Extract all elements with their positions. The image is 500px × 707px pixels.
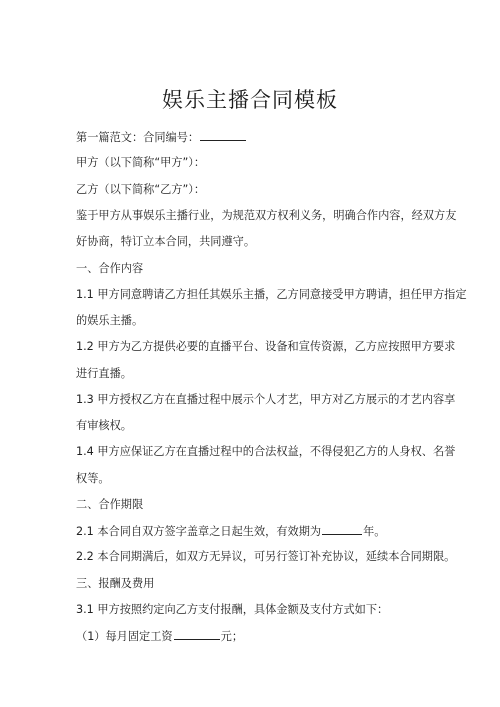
- clause-2-1-line: [76, 524, 436, 539]
- section-heading-3: 三、报酬及费用: [76, 577, 155, 590]
- clause-2-1-suffix: 年。: [363, 525, 386, 538]
- clause-1-1-line-2: 的娱乐主播。: [76, 314, 144, 327]
- clause-1-1-line-1: 1.1 甲方同意聘请乙方担任其娱乐主播，乙方同意接受甲方聘请，担任甲方指定: [76, 288, 467, 301]
- party-b-line: 乙方（以下简称“乙方”）：: [76, 183, 206, 196]
- clause-1-2-line-1: 1.2 甲方为乙方提供必要的直播平台、设备和宣传资源，乙方应按照甲方要求: [76, 340, 456, 353]
- clause-1-4-line-1: 1.4 甲方应保证乙方在直播过程中的合法权益，不得侵犯乙方的人身权、名誉: [76, 445, 456, 458]
- salary-line: [76, 629, 436, 644]
- salary-suffix: 元；: [220, 630, 244, 643]
- preamble-line-1: 鉴于甲方从事娱乐主播行业，为规范双方权利义务，明确合作内容，经双方友: [76, 209, 457, 222]
- contract-number-blank[interactable]: [200, 130, 246, 141]
- section-heading-2: 二、合作期限: [76, 498, 144, 511]
- salary-label: （1）每月固定工资: [76, 630, 173, 643]
- clause-1-3-line-1: 1.3 甲方授权乙方在直播过程中展示个人才艺，甲方对乙方展示的才艺内容享: [76, 393, 456, 406]
- clause-2-2-line: 2.2 本合同期满后，如双方无异议，可另行签订补充协议，延续本合同期限。: [76, 550, 456, 563]
- salary-amount-blank[interactable]: [174, 629, 220, 640]
- party-a-line: 甲方（以下简称“甲方”）：: [76, 156, 206, 169]
- clause-2-1-text: 2.1 本合同自双方签字盖章之日起生效，有效期为: [76, 525, 322, 538]
- clause-3-1-line: 3.1 甲方按照约定向乙方支付报酬，具体金额及支付方式如下：: [76, 603, 389, 616]
- section-heading-1: 一、合作内容: [76, 262, 144, 275]
- contract-number-line: [76, 130, 436, 145]
- clause-1-2-line-2: 进行直播。: [76, 367, 132, 380]
- contract-number-label: 第一篇范文：合同编号：: [76, 131, 200, 144]
- document-title: 娱乐主播合同模板: [162, 88, 338, 112]
- validity-years-blank[interactable]: [322, 524, 362, 535]
- preamble-line-2: 好协商，特订立本合同，共同遵守。: [76, 235, 256, 248]
- clause-1-4-line-2: 权等。: [76, 472, 110, 485]
- clause-1-3-line-2: 有审核权。: [76, 419, 132, 432]
